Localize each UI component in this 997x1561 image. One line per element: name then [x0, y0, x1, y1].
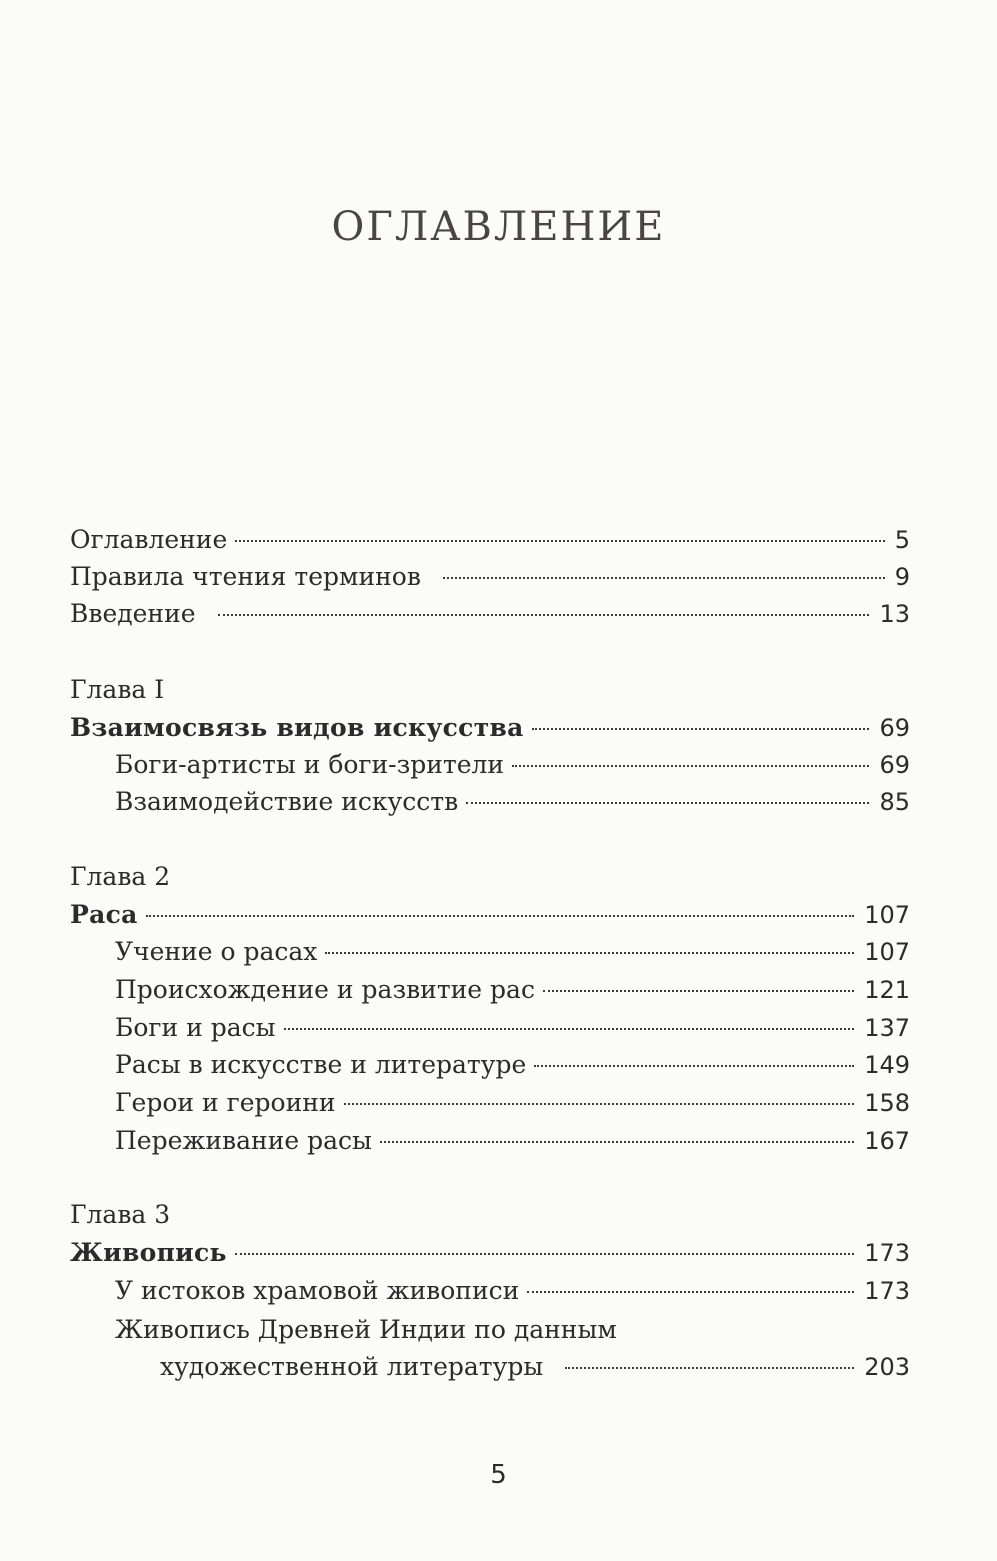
toc-section-entry[interactable]	[115, 1010, 910, 1046]
dot-leader	[325, 952, 854, 954]
toc-entry-title: Правила чтения терминов	[70, 562, 421, 591]
toc-section-entry[interactable]	[115, 934, 910, 970]
toc-section-title: Расы в искусстве и литературе	[115, 1050, 527, 1079]
toc-page-number: 85	[879, 788, 910, 816]
toc-page-number: 69	[879, 751, 910, 779]
toc-section-title: Взаимодействие искусств	[115, 787, 459, 816]
dot-leader	[543, 990, 854, 992]
toc-page-number: 203	[864, 1353, 910, 1381]
toc-section-entry[interactable]	[115, 784, 910, 820]
toc-entry-introduction[interactable]	[70, 596, 910, 632]
toc-page-number: 9	[894, 563, 910, 591]
toc-section-title: Боги и расы	[115, 1013, 276, 1042]
toc-entry-term-rules[interactable]	[70, 559, 910, 595]
toc-section-title-continued: художественной литературы	[160, 1352, 544, 1381]
dot-leader	[344, 1103, 855, 1105]
chapter-label: Глава 3	[70, 1200, 171, 1229]
dot-leader	[527, 1291, 854, 1293]
toc-section-entry[interactable]	[115, 747, 910, 783]
dot-leader	[218, 614, 870, 616]
toc-page-number: 149	[864, 1051, 910, 1079]
dot-leader	[534, 1065, 854, 1067]
toc-chapter-title: Раса	[70, 900, 138, 929]
toc-entry-title: Введение	[70, 599, 196, 628]
chapter-label: Глава 2	[70, 862, 171, 891]
dot-leader	[443, 577, 885, 579]
toc-page-number: 173	[864, 1239, 910, 1267]
toc-section-title: Боги-артисты и боги-зрители	[115, 750, 505, 779]
toc-section-title[interactable]: Живопись Древней Индии по данным	[115, 1315, 617, 1344]
page-title: ОГЛАВЛЕНИЕ	[331, 204, 666, 250]
dot-leader	[235, 540, 884, 542]
toc-page-number: 107	[864, 901, 910, 929]
toc-page-number: 173	[864, 1277, 910, 1305]
toc-page-number: 107	[864, 938, 910, 966]
toc-chapter-title: Живопись	[70, 1238, 227, 1267]
toc-section-title: Происхождение и развитие рас	[115, 975, 535, 1004]
page-number-folio: 5	[490, 1460, 507, 1490]
dot-leader	[532, 728, 870, 730]
toc-chapter-entry[interactable]	[70, 1235, 910, 1271]
toc-section-title: Герои и героини	[115, 1088, 336, 1117]
dot-leader	[466, 802, 869, 804]
dot-leader	[512, 765, 869, 767]
toc-section-entry[interactable]	[115, 972, 910, 1008]
toc-section-entry[interactable]	[115, 1273, 910, 1309]
dot-leader	[380, 1141, 854, 1143]
dot-leader	[235, 1253, 854, 1255]
toc-section-entry[interactable]	[115, 1047, 910, 1083]
chapter-label: Глава I	[70, 675, 165, 704]
dot-leader	[284, 1028, 855, 1030]
toc-page-number: 5	[894, 526, 910, 554]
toc-section-title: Учение о расах	[115, 937, 318, 966]
toc-section-title: У истоков храмовой живописи	[115, 1276, 520, 1305]
dot-leader	[565, 1367, 854, 1369]
toc-chapter-entry[interactable]	[70, 897, 910, 933]
toc-page-number: 137	[864, 1014, 910, 1042]
toc-page-number: 158	[864, 1089, 910, 1117]
toc-section-entry[interactable]	[115, 1085, 910, 1121]
dot-leader	[146, 915, 855, 917]
toc-page-number: 121	[864, 976, 910, 1004]
toc-section-title: Переживание расы	[115, 1126, 372, 1155]
toc-page-number: 69	[879, 714, 910, 742]
toc-page-number: 13	[879, 600, 910, 628]
toc-page-number: 167	[864, 1127, 910, 1155]
toc-section-entry[interactable]	[115, 1123, 910, 1159]
toc-entry-contents[interactable]	[70, 522, 910, 558]
toc-entry-title: Оглавление	[70, 525, 228, 554]
toc-chapter-entry[interactable]	[70, 710, 910, 746]
toc-chapter-title: Взаимосвязь видов искусства	[70, 713, 524, 742]
toc-section-entry-continued[interactable]	[160, 1349, 910, 1385]
